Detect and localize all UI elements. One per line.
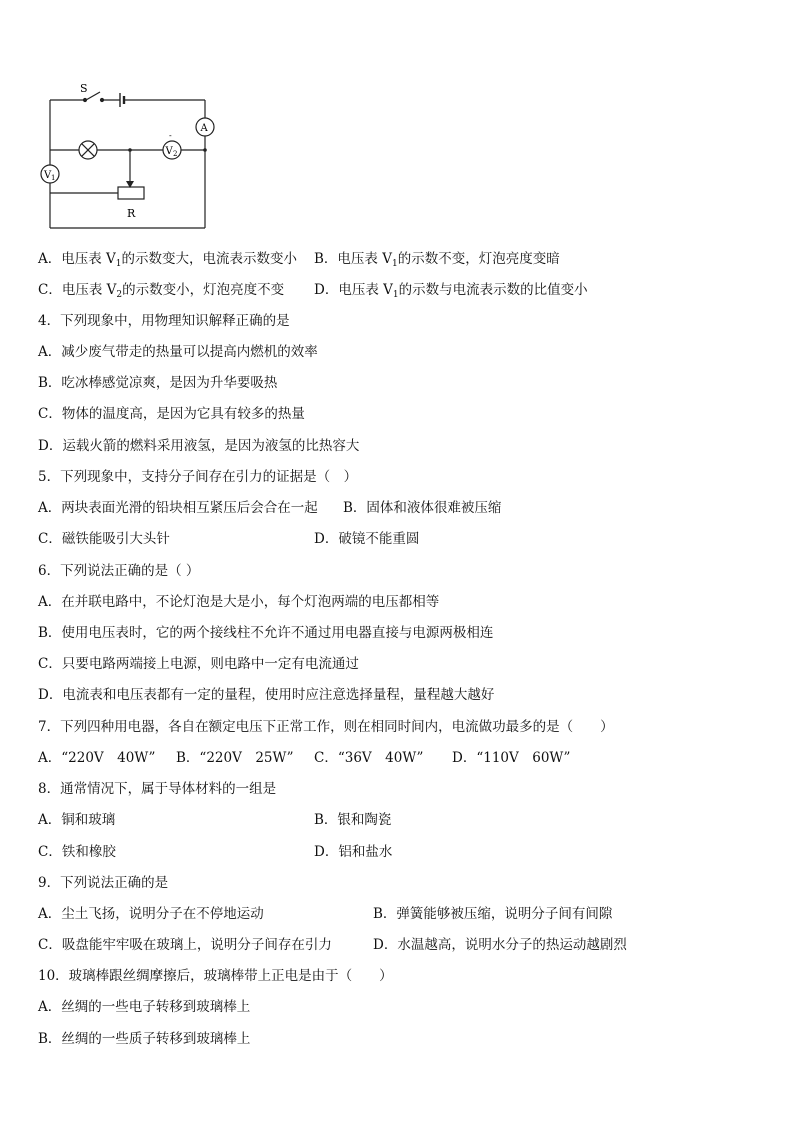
voltmeter1-label: V [44, 170, 52, 181]
q9-option-c: C．吸盘能牢牢吸在玻璃上，说明分子间存在引力 [38, 937, 332, 953]
q4-option-d: D．运载火箭的燃料采用液氢，是因为液氢的比热容大 [38, 438, 360, 454]
q4-option-a: A．减少废气带走的热量可以提高内燃机的效率 [38, 344, 318, 360]
switch-label: S [80, 82, 88, 95]
q4-option-b: B．吃冰棒感觉凉爽，是因为升华要吸热 [38, 375, 278, 391]
q8-option-d: D．铝和盐水 [314, 844, 393, 860]
q8-option-a: A．铜和玻璃 [38, 812, 116, 828]
junction-dot [128, 148, 132, 152]
q8-option-b: B．银和陶瓷 [314, 812, 392, 828]
q10-option-b: B．丝绸的一些质子转移到玻璃棒上 [38, 1031, 251, 1047]
q9-option-a: A．尘土飞扬，说明分子在不停地运动 [38, 906, 264, 922]
q9-option-d: D．水温越高，说明水分子的热运动越剧烈 [373, 937, 627, 953]
switch-blade [86, 92, 100, 100]
circuit-diagram [36, 78, 226, 233]
q10-stem: 10．玻璃棒跟丝绸摩擦后，玻璃棒带上正电是由于（ ） [38, 968, 393, 984]
q5-stem: 5．下列现象中，支持分子间存在引力的证据是（ ） [38, 469, 358, 485]
q7-option-c: C．“36V 40W” [314, 750, 424, 766]
q7-option-b: B．“220V 25W” [176, 750, 294, 766]
voltmeter2-mark: - [169, 131, 172, 140]
voltmeter2-sub: 2 [173, 150, 178, 158]
rheostat-body [118, 187, 144, 199]
q6-stem: 6．下列说法正确的是（ ） [38, 563, 200, 579]
voltmeter2-label: V [165, 146, 173, 157]
q3-option-d: D．电压表 $V_1$的示数与电流表示数的比值变小 [314, 282, 588, 300]
q10-option-a: A．丝绸的一些电子转移到玻璃棒上 [38, 999, 251, 1015]
q5-option-a: A．两块表面光滑的铅块相互紧压后会合在一起 [38, 500, 318, 516]
q6-option-c: C．只要电路两端接上电源，则电路中一定有电流通过 [38, 656, 359, 672]
ammeter-label: A [200, 123, 208, 134]
rheostat-label: R [127, 207, 136, 220]
q4-stem: 4．下列现象中，用物理知识解释正确的是 [38, 313, 290, 329]
q3-option-b: B．电压表 $V_1$的示数不变，灯泡亮度变暗 [314, 251, 560, 269]
q7-option-a: A．“220V 40W” [38, 750, 156, 766]
q5-option-d: D．破镜不能重圆 [314, 531, 420, 547]
junction-dot-right [203, 148, 207, 152]
voltmeter1-sub: 1 [51, 174, 56, 182]
q4-option-c: C．物体的温度高，是因为它具有较多的热量 [38, 406, 305, 422]
q3-option-a: A．电压表 $V_1$的示数变大，电流表示数变小 [38, 251, 298, 269]
q5-option-c: C．磁铁能吸引大头针 [38, 531, 170, 547]
q8-option-c: C．铁和橡胶 [38, 844, 116, 860]
q9-stem: 9．下列说法正确的是 [38, 875, 169, 891]
q7-option-d: D．“110V 60W” [452, 750, 571, 766]
q9-option-b: B．弹簧能够被压缩，说明分子间有间隙 [373, 906, 613, 922]
q6-option-a: A．在并联电路中，不论灯泡是大是小，每个灯泡两端的电压都相等 [38, 594, 440, 610]
q5-option-b: B．固体和液体很难被压缩 [343, 500, 502, 516]
q7-stem: 7．下列四种用电器，各自在额定电压下正常工作，则在相同时间内，电流做功最多的是（ ） [38, 719, 614, 735]
q8-stem: 8．通常情况下，属于导体材料的一组是 [38, 781, 277, 797]
q6-option-b: B．使用电压表时，它的两个接线柱不允许不通过用电器直接与电源两极相连 [38, 625, 494, 641]
q6-option-d: D．电流表和电压表都有一定的量程，使用时应注意选择量程，量程越大越好 [38, 687, 495, 703]
q3-option-c: C．电压表 $V_2$的示数变小，灯泡亮度不变 [38, 282, 285, 300]
